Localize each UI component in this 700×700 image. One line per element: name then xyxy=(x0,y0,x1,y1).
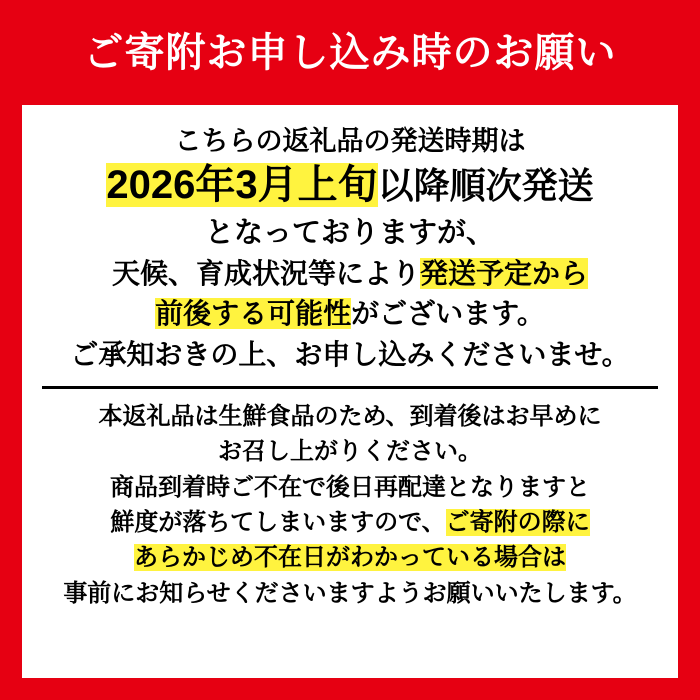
poster-header xyxy=(0,0,700,105)
details-line-2: お召し上がりください。 xyxy=(218,438,482,466)
shipping-date-highlight: 2026年3月上旬 xyxy=(106,162,378,207)
shipping-date-suffix: 以降順次発送 xyxy=(377,164,594,206)
notice-line-5-plain: がございます。 xyxy=(351,298,545,330)
notice-panel xyxy=(22,105,678,678)
header-title: ご寄附お申し込み時のお願い xyxy=(83,30,617,75)
details-line-6: 事前にお知らせくださいますようお願いいたします。 xyxy=(63,579,637,607)
details-line-4 xyxy=(40,507,660,539)
details-line-3: 商品到着時ご不在で後日再配達となりますと xyxy=(110,473,590,501)
shipping-notice-block xyxy=(40,125,660,372)
details-line-5-highlight: あらかじめ不在日がわかっている場合は xyxy=(134,544,566,572)
notice-line-4-plain: 天候、育成状況等により xyxy=(111,258,420,290)
notice-line-3: となっておりますが、 xyxy=(204,216,495,249)
details-line-4-plain: 鮮度が落ちてしまいますので、 xyxy=(110,508,446,536)
notice-line-4-highlight: 発送予定から xyxy=(420,258,589,290)
details-block xyxy=(40,401,660,610)
notice-line-6: ご承知おきの上、お申し込みくださいませ。 xyxy=(70,338,630,370)
details-line-5 xyxy=(40,542,660,574)
notice-line-1: こちらの返礼品の発送時期は xyxy=(174,126,526,156)
details-line-1: 本返礼品は生鮮食品のため、到着後はお早めに xyxy=(98,402,602,430)
section-divider xyxy=(42,386,658,389)
notice-line-4 xyxy=(40,257,660,291)
notice-line-5 xyxy=(40,297,660,331)
details-line-4-highlight: ご寄附の際に xyxy=(445,508,590,536)
notice-line-5-highlight: 前後する可能性 xyxy=(155,298,352,330)
notice-line-2 xyxy=(40,162,660,208)
